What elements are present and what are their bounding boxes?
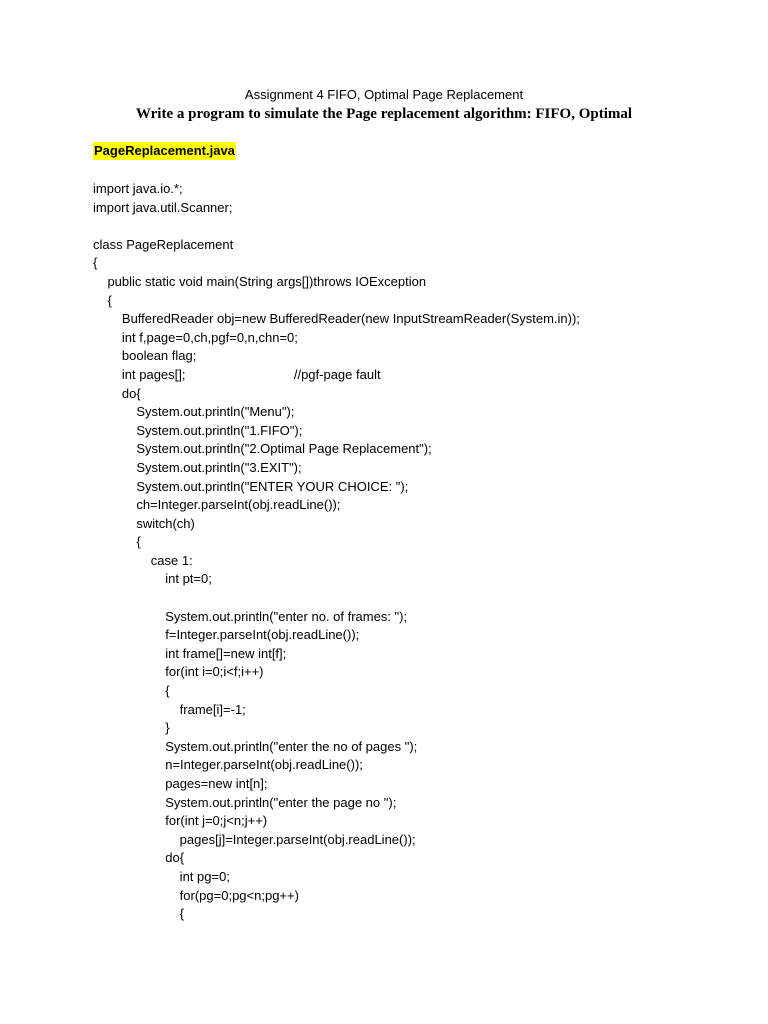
code-line: System.out.println("enter the no of pages "); <box>93 738 418 754</box>
code-line: { <box>93 906 185 922</box>
code-line: int pt=0; <box>93 571 212 587</box>
code-listing <box>93 180 580 924</box>
code-line: BufferedReader obj=new BufferedReader(new InputStreamReader(System.in)); <box>93 311 580 327</box>
code-line: switch(ch) <box>93 515 195 531</box>
code-line: import java.io.*; <box>93 181 183 196</box>
code-line: class PageReplacement <box>93 236 234 252</box>
code-line: System.out.println("2.Optimal Page Replacement"); <box>93 441 432 457</box>
code-line: for(pg=0;pg<n;pg++) <box>93 887 299 903</box>
code-line: System.out.println("Menu"); <box>93 404 295 420</box>
filename-highlight: PageReplacement.java <box>94 143 235 158</box>
code-line: do{ <box>93 385 141 401</box>
code-line: for(int j=0;j<n;j++) <box>93 813 268 829</box>
code-line: System.out.println("enter no. of frames: "); <box>93 608 408 624</box>
code-line: frame[i]=-1; <box>93 701 246 717</box>
code-line: for(int i=0;i<f;i++) <box>93 664 264 680</box>
code-line: int frame[]=new int[f]; <box>93 645 287 661</box>
code-line: { <box>93 255 98 271</box>
code-line: do{ <box>93 850 185 866</box>
code-line: pages[j]=Integer.parseInt(obj.readLine()); <box>93 831 416 847</box>
code-line: pages=new int[n]; <box>93 776 268 791</box>
code-line: System.out.println("3.EXIT"); <box>93 459 302 475</box>
assignment-heading: Assignment 4 FIFO, Optimal Page Replacement <box>244 87 524 102</box>
code-line: import java.util.Scanner; <box>93 199 233 215</box>
code-line: n=Integer.parseInt(obj.readLine()); <box>93 757 363 773</box>
code-line: { <box>93 534 141 550</box>
code-line <box>93 589 580 608</box>
code-line: f=Integer.parseInt(obj.readLine()); <box>93 627 360 643</box>
code-line: { <box>93 292 112 308</box>
code-line: int pg=0; <box>93 868 230 884</box>
code-line: ch=Integer.parseInt(obj.readLine()); <box>93 497 341 513</box>
code-line: int f,page=0,ch,pgf=0,n,chn=0; <box>93 329 298 345</box>
code-line: { <box>93 683 170 699</box>
code-line: } <box>93 720 170 736</box>
code-line <box>93 217 580 236</box>
code-line: int pages[]; //pgf-page fault <box>93 366 381 382</box>
assignment-subheading: Write a program to simulate the Page replacement algorithm: FIFO, Optimal <box>135 106 633 122</box>
code-line: case 1: <box>93 552 193 568</box>
code-line: System.out.println("enter the page no "); <box>93 794 397 810</box>
code-line: System.out.println("ENTER YOUR CHOICE: "); <box>93 478 409 494</box>
code-line: System.out.println("1.FIFO"); <box>93 422 303 438</box>
code-line: boolean flag; <box>93 348 197 364</box>
code-line: public static void main(String args[])throws IOException <box>93 273 427 289</box>
